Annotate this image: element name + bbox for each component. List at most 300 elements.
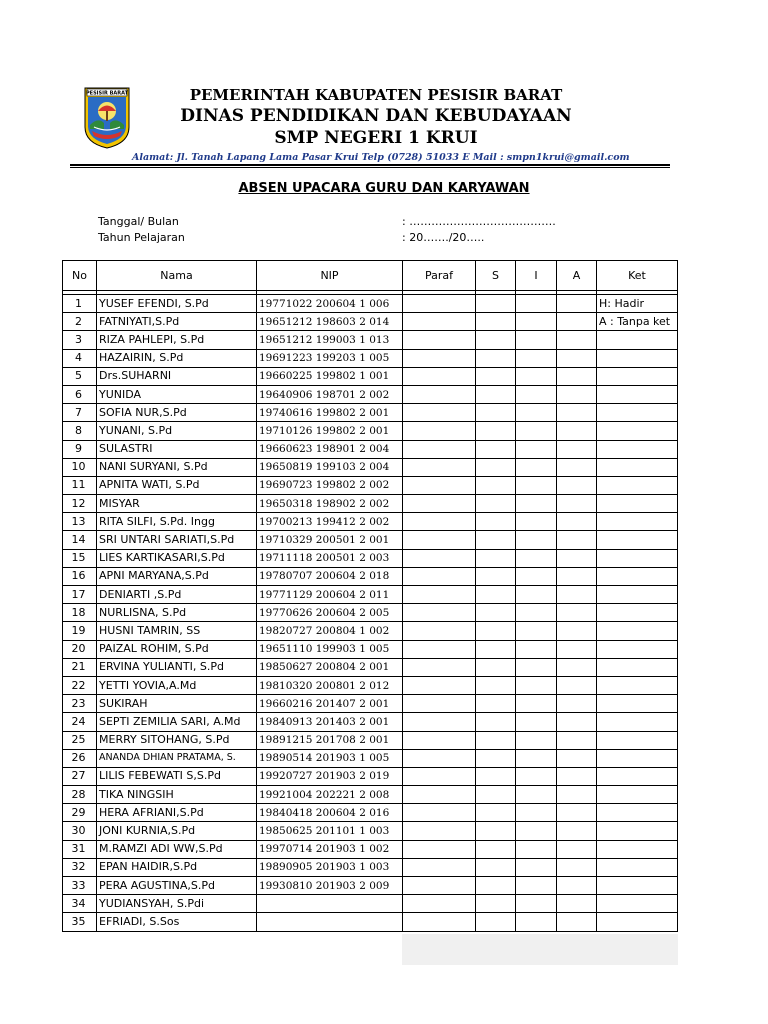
row-name: MERRY SITOHANG, S.Pd [97,731,257,749]
row-name: Drs.SUHARNI [97,367,257,385]
row-a [557,385,597,403]
row-name: SRI UNTARI SARIATI,S.Pd [97,531,257,549]
row-nip: 19690723 199802 2 002 [257,476,403,494]
col-header-a: A [557,261,597,291]
row-nip: 19651110 199903 1 005 [257,640,403,658]
row-a [557,913,597,931]
row-nip: 19920727 201903 2 019 [257,767,403,785]
row-s [476,495,516,513]
row-a [557,786,597,804]
row-name: RITA SILFI, S.Pd. Ingg [97,513,257,531]
row-number: 20 [63,640,97,658]
row-number: 5 [63,367,97,385]
row-ket [597,458,678,476]
school-year-value: : 20……./20….. [402,231,485,244]
row-name: NURLISNA, S.Pd [97,604,257,622]
row-i [516,385,557,403]
row-i [516,731,557,749]
row-name: FATNIYATI,S.Pd [97,313,257,331]
row-s [476,385,516,403]
row-s [476,458,516,476]
row-i [516,676,557,694]
row-paraf [403,695,476,713]
row-nip: 19711118 200501 2 003 [257,549,403,567]
row-number: 1 [63,295,97,313]
row-number: 2 [63,313,97,331]
row-s [476,567,516,585]
row-i [516,749,557,767]
row-name: YUNIDA [97,385,257,403]
row-ket [597,895,678,913]
row-name: YUSEF EFENDI, S.Pd [97,295,257,313]
row-ket [597,422,678,440]
row-i [516,913,557,931]
row-paraf [403,604,476,622]
row-s [476,640,516,658]
row-nip: 19850627 200804 2 001 [257,658,403,676]
row-s [476,622,516,640]
row-number: 19 [63,622,97,640]
row-nip: 19890514 201903 1 005 [257,749,403,767]
row-nip: 19710126 199802 2 001 [257,422,403,440]
row-paraf [403,895,476,913]
row-paraf [403,476,476,494]
table-row [63,658,678,676]
row-paraf [403,458,476,476]
row-i [516,822,557,840]
row-a [557,895,597,913]
table-row [63,604,678,622]
row-paraf [403,822,476,840]
row-paraf [403,404,476,422]
table-row [63,513,678,531]
row-a [557,531,597,549]
row-name: YUNANI, S.Pd [97,422,257,440]
table-row [63,858,678,876]
row-nip: 19850625 201101 1 003 [257,822,403,840]
row-s [476,658,516,676]
row-number: 9 [63,440,97,458]
row-paraf [403,622,476,640]
row-paraf [403,676,476,694]
row-a [557,749,597,767]
table-header-row [63,261,678,291]
row-paraf [403,385,476,403]
row-name: YETTI YOVIA,A.Md [97,676,257,694]
row-nip: 19921004 202221 2 008 [257,786,403,804]
table-row [63,567,678,585]
table-row [63,331,678,349]
row-a [557,695,597,713]
row-s [476,549,516,567]
row-s [476,877,516,895]
header-divider-thin [70,167,670,168]
row-s [476,476,516,494]
row-name: HUSNI TAMRIN, SS [97,622,257,640]
svg-text:PESISIR BARAT: PESISIR BARAT [85,90,129,97]
row-ket [597,695,678,713]
row-paraf [403,877,476,895]
row-ket: H: Hadir [597,295,678,313]
row-a [557,331,597,349]
row-a [557,313,597,331]
col-header-i: I [516,261,557,291]
row-number: 24 [63,713,97,731]
row-name: ANANDA DHIAN PRATAMA, S. [97,749,257,767]
row-name: M.RAMZI ADI WW,S.Pd [97,840,257,858]
row-paraf [403,367,476,385]
row-name: MISYAR [97,495,257,513]
row-ket: A : Tanpa ket [597,313,678,331]
row-paraf [403,749,476,767]
row-paraf [403,531,476,549]
row-number: 3 [63,331,97,349]
row-paraf [403,913,476,931]
row-i [516,877,557,895]
row-i [516,804,557,822]
row-nip: 19770626 200604 2 005 [257,604,403,622]
row-name: SULASTRI [97,440,257,458]
row-s [476,295,516,313]
table-row [63,531,678,549]
row-number: 30 [63,822,97,840]
row-name: LIES KARTIKASARI,S.Pd [97,549,257,567]
row-nip: 19710329 200501 2 001 [257,531,403,549]
table-row [63,404,678,422]
school-address: Alamat: Jl. Tanah Lapang Lama Pasar Krui Telp (0728) 51033 E Mail : smpn1krui@gmail.com [132,152,630,163]
row-i [516,367,557,385]
table-row [63,767,678,785]
row-i [516,567,557,585]
row-i [516,295,557,313]
row-name: APNI MARYANA,S.Pd [97,567,257,585]
row-a [557,640,597,658]
row-nip: 19810320 200801 2 012 [257,676,403,694]
row-name: EFRIADI, S.Sos [97,913,257,931]
row-paraf [403,713,476,731]
header-divider [70,164,670,166]
document-title: ABSEN UPACARA GURU DAN KARYAWAN [238,181,530,196]
row-a [557,404,597,422]
row-s [476,604,516,622]
row-s [476,422,516,440]
table-row [63,877,678,895]
table-row [63,586,678,604]
row-name: JONI KURNIA,S.Pd [97,822,257,840]
row-a [557,458,597,476]
row-s [476,531,516,549]
row-number: 17 [63,586,97,604]
row-number: 4 [63,349,97,367]
row-a [557,877,597,895]
row-number: 27 [63,767,97,785]
row-s [476,895,516,913]
row-number: 29 [63,804,97,822]
row-s [476,676,516,694]
row-s [476,804,516,822]
row-number: 12 [63,495,97,513]
row-i [516,313,557,331]
row-s [476,822,516,840]
row-nip: 19970714 201903 1 002 [257,840,403,858]
row-number: 33 [63,877,97,895]
row-ket [597,804,678,822]
row-nip: 19740616 199802 2 001 [257,404,403,422]
row-a [557,549,597,567]
row-nip: 19891215 201708 2 001 [257,731,403,749]
col-header-s: S [476,261,516,291]
row-i [516,767,557,785]
row-number: 15 [63,549,97,567]
row-name: YUDIANSYAH, S.Pdi [97,895,257,913]
row-number: 7 [63,404,97,422]
table-row [63,458,678,476]
regency-crest-logo [84,87,130,149]
row-ket [597,404,678,422]
row-name: SOFIA NUR,S.Pd [97,404,257,422]
row-number: 34 [63,895,97,913]
row-ket [597,586,678,604]
row-a [557,349,597,367]
row-s [476,749,516,767]
row-nip: 19700213 199412 2 002 [257,513,403,531]
row-number: 13 [63,513,97,531]
row-ket [597,713,678,731]
row-paraf [403,331,476,349]
row-i [516,786,557,804]
table-row [63,495,678,513]
table-row [63,822,678,840]
row-a [557,586,597,604]
row-name: HAZAIRIN, S.Pd [97,349,257,367]
row-s [476,840,516,858]
row-ket [597,495,678,513]
table-row [63,786,678,804]
row-nip: 19660623 198901 2 004 [257,440,403,458]
row-name: ERVINA YULIANTI, S.Pd [97,658,257,676]
date-label: Tanggal/ Bulan [98,215,179,228]
table-row [63,313,678,331]
row-name: RIZA PAHLEPI, S.Pd [97,331,257,349]
row-nip: 19650819 199103 2 004 [257,458,403,476]
row-ket [597,367,678,385]
row-i [516,713,557,731]
row-ket [597,622,678,640]
row-ket [597,513,678,531]
row-i [516,895,557,913]
row-ket [597,349,678,367]
row-name: SUKIRAH [97,695,257,713]
row-number: 23 [63,695,97,713]
row-ket [597,786,678,804]
row-name: PAIZAL ROHIM, S.Pd [97,640,257,658]
row-ket [597,440,678,458]
row-paraf [403,513,476,531]
row-ket [597,749,678,767]
row-nip: 19651212 198603 2 014 [257,313,403,331]
row-a [557,840,597,858]
row-nip: 19651212 199003 1 013 [257,331,403,349]
row-a [557,713,597,731]
row-paraf [403,658,476,676]
row-i [516,422,557,440]
row-paraf [403,295,476,313]
row-name: DENIARTI ,S.Pd [97,586,257,604]
table-row [63,622,678,640]
table-row [63,440,678,458]
table-row [63,895,678,913]
row-i [516,658,557,676]
row-ket [597,731,678,749]
row-i [516,695,557,713]
row-name: HERA AFRIANI,S.Pd [97,804,257,822]
row-a [557,804,597,822]
row-i [516,458,557,476]
row-number: 10 [63,458,97,476]
row-number: 8 [63,422,97,440]
row-paraf [403,586,476,604]
col-header-no: No [63,261,97,291]
row-a [557,476,597,494]
row-a [557,295,597,313]
row-s [476,313,516,331]
row-number: 14 [63,531,97,549]
row-s [476,367,516,385]
school-year-label: Tahun Pelajaran [98,231,185,244]
row-nip [257,913,403,931]
department-header: DINAS PENDIDIKAN DAN KEBUDAYAAN [180,106,572,126]
row-a [557,604,597,622]
row-nip: 19840418 200604 2 016 [257,804,403,822]
row-a [557,767,597,785]
row-s [476,513,516,531]
table-row [63,385,678,403]
row-paraf [403,640,476,658]
row-a [557,567,597,585]
row-s [476,913,516,931]
row-paraf [403,495,476,513]
row-paraf [403,858,476,876]
row-a [557,440,597,458]
row-i [516,349,557,367]
row-paraf [403,567,476,585]
table-row [63,913,678,931]
row-a [557,658,597,676]
col-header-nama: Nama [97,261,257,291]
row-paraf [403,804,476,822]
row-ket [597,604,678,622]
row-i [516,331,557,349]
table-row [63,713,678,731]
row-s [476,731,516,749]
table-row [63,695,678,713]
row-s [476,404,516,422]
table-row [63,367,678,385]
row-number: 22 [63,676,97,694]
row-number: 16 [63,567,97,585]
row-ket [597,640,678,658]
row-s [476,786,516,804]
row-a [557,367,597,385]
row-ket [597,658,678,676]
table-row [63,676,678,694]
row-number: 6 [63,385,97,403]
row-nip: 19820727 200804 1 002 [257,622,403,640]
table-row [63,422,678,440]
row-ket [597,567,678,585]
row-number: 32 [63,858,97,876]
row-s [476,440,516,458]
row-number: 21 [63,658,97,676]
row-number: 35 [63,913,97,931]
table-row [63,640,678,658]
row-name: EPAN HAIDIR,S.Pd [97,858,257,876]
attendance-table [62,260,678,932]
row-a [557,422,597,440]
row-ket [597,913,678,931]
row-a [557,731,597,749]
row-nip: 19650318 198902 2 002 [257,495,403,513]
row-paraf [403,767,476,785]
row-number: 25 [63,731,97,749]
row-s [476,767,516,785]
row-i [516,858,557,876]
row-paraf [403,422,476,440]
school-name: SMP NEGERI 1 KRUI [274,128,478,148]
row-ket [597,331,678,349]
table-row [63,549,678,567]
row-i [516,640,557,658]
row-a [557,622,597,640]
row-name: APNITA WATI, S.Pd [97,476,257,494]
row-a [557,513,597,531]
table-row [63,476,678,494]
row-name: LILIS FEBEWATI S,S.Pd [97,767,257,785]
row-number: 26 [63,749,97,767]
row-nip: 19930810 201903 2 009 [257,877,403,895]
row-ket [597,858,678,876]
row-s [476,331,516,349]
row-nip: 19640906 198701 2 002 [257,385,403,403]
government-header: PEMERINTAH KABUPATEN PESISIR BARAT [189,86,563,104]
row-i [516,840,557,858]
row-i [516,622,557,640]
row-paraf [403,313,476,331]
row-nip [257,895,403,913]
row-s [476,695,516,713]
row-ket [597,767,678,785]
row-paraf [403,731,476,749]
row-ket [597,549,678,567]
table-row [63,349,678,367]
row-paraf [403,549,476,567]
row-i [516,549,557,567]
row-ket [597,476,678,494]
row-nip: 19840913 201403 2 001 [257,713,403,731]
date-value: : …………………………………. [402,215,556,228]
row-s [476,349,516,367]
row-name: SEPTI ZEMILIA SARI, A.Md [97,713,257,731]
row-ket [597,531,678,549]
row-nip: 19780707 200604 2 018 [257,567,403,585]
row-a [557,495,597,513]
row-s [476,713,516,731]
row-ket [597,822,678,840]
row-ket [597,877,678,895]
row-ket [597,840,678,858]
row-name: TIKA NINGSIH [97,786,257,804]
col-header-nip: NIP [257,261,403,291]
